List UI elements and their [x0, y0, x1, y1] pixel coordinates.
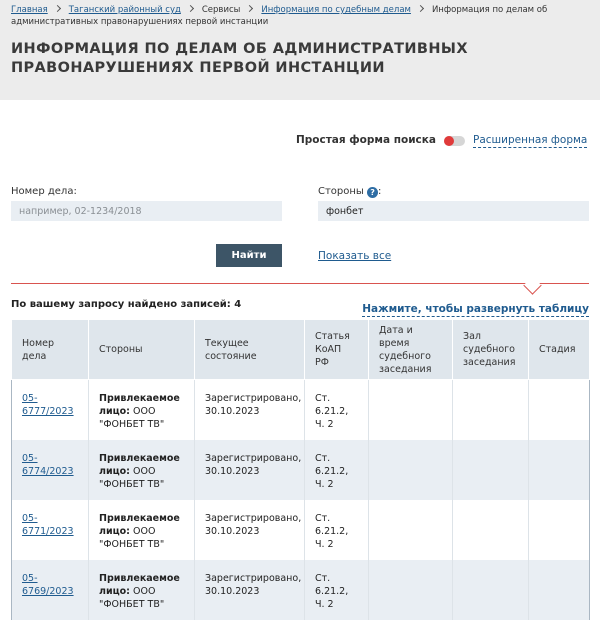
breadcrumb: [11, 4, 591, 28]
party-label: Привлекаемое лицо:: [99, 393, 180, 417]
cell-case: [12, 500, 89, 560]
col-stage: Стадия: [529, 320, 590, 380]
cell-stage: [529, 380, 590, 440]
cell-article: Ст. 6.21.2, Ч. 2: [305, 440, 369, 500]
toggle-knob: [444, 136, 454, 146]
parties-label-colon: :: [378, 186, 382, 197]
table-header-row: [12, 320, 590, 380]
chevron-right-icon: [187, 5, 194, 12]
cell-case: [12, 440, 89, 500]
search-mode-toggle[interactable]: [444, 136, 465, 146]
cell-datetime: [369, 560, 453, 620]
search-mode-switch: [0, 133, 600, 149]
table-row: [12, 500, 590, 560]
parties-input[interactable]: [318, 201, 589, 221]
section-divider: [11, 283, 589, 284]
cell-stage: [529, 500, 590, 560]
breadcrumb-case-info[interactable]: Информация по судебным делам: [261, 5, 411, 15]
chevron-right-icon: [417, 5, 424, 12]
page-title: ИНФОРМАЦИЯ ПО ДЕЛАМ ОБ АДМИНИСТРАТИВНЫХ ПРАВОНАРУШЕНИЯХ ПЕРВОЙ ИНСТАНЦИИ: [11, 41, 468, 76]
cell-datetime: [369, 500, 453, 560]
cell-state: Зарегистрировано, 30.10.2023: [195, 560, 305, 620]
party-name: ООО "ФОНБЕТ ТВ": [99, 585, 165, 610]
breadcrumb-home[interactable]: Главная: [11, 5, 48, 15]
case-link[interactable]: 05-6774/2023: [22, 452, 74, 477]
cell-hall: [453, 500, 529, 560]
chevron-right-icon: [246, 5, 253, 12]
cell-state: Зарегистрировано, 30.10.2023: [195, 380, 305, 440]
case-number-input[interactable]: [11, 201, 282, 221]
cell-parties: [89, 560, 195, 620]
col-datetime: Дата и время судебного заседания: [369, 320, 453, 380]
chevron-right-icon: [54, 5, 61, 12]
cell-stage: [529, 440, 590, 500]
cell-state: Зарегистрировано, 30.10.2023: [195, 500, 305, 560]
case-link[interactable]: 05-6771/2023: [22, 512, 74, 537]
breadcrumb-court[interactable]: Таганский районный суд: [68, 5, 181, 15]
parties-label-text: Стороны: [318, 186, 364, 197]
col-case-number: Номер дела: [12, 320, 89, 380]
table-row: [12, 560, 590, 620]
table-row: [12, 440, 590, 500]
col-hall: Зал судебного заседания: [453, 320, 529, 380]
cell-stage: [529, 560, 590, 620]
results-table: [11, 319, 589, 620]
party-label: Привлекаемое лицо:: [99, 452, 180, 477]
cell-article: Ст. 6.21.2, Ч. 2: [305, 560, 369, 620]
case-number-label: Номер дела:: [11, 186, 77, 197]
cell-datetime: [369, 380, 453, 440]
cell-hall: [453, 440, 529, 500]
party-name: ООО "ФОНБЕТ ТВ": [99, 465, 165, 490]
case-link[interactable]: 05-6769/2023: [22, 572, 74, 597]
parties-label: [318, 186, 381, 198]
table-row: [12, 380, 590, 440]
cell-parties: [89, 380, 195, 440]
cell-case: [12, 560, 89, 620]
party-label: Привлекаемое лицо:: [99, 572, 180, 597]
cell-article: Ст. 6.21.2, Ч. 2: [305, 380, 369, 440]
col-article: Статья КоАП РФ: [305, 320, 369, 380]
breadcrumb-current: Информация по делам об административных правонарушениях первой инстанции: [11, 5, 548, 27]
party-name: ООО "ФОНБЕТ ТВ": [99, 406, 165, 430]
party-label: Привлекаемое лицо:: [99, 512, 180, 537]
cell-hall: [453, 380, 529, 440]
party-name: ООО "ФОНБЕТ ТВ": [99, 525, 165, 550]
find-button[interactable]: Найти: [216, 244, 282, 267]
show-all-link[interactable]: Показать все: [318, 250, 392, 262]
cell-case: [12, 380, 89, 440]
cell-article: Ст. 6.21.2, Ч. 2: [305, 500, 369, 560]
advanced-search-link[interactable]: Расширенная форма: [473, 134, 588, 146]
results-count: По вашему запросу найдено записей: 4: [11, 299, 242, 310]
help-icon[interactable]: ?: [367, 187, 378, 198]
col-parties: Стороны: [89, 320, 195, 380]
breadcrumb-services: Сервисы: [201, 5, 241, 15]
page-header: [0, 0, 600, 100]
cell-state: Зарегистрировано, 30.10.2023: [195, 440, 305, 500]
expand-table-link[interactable]: Нажмите, чтобы развернуть таблицу: [362, 303, 589, 315]
cell-parties: [89, 440, 195, 500]
cell-parties: [89, 500, 195, 560]
cell-hall: [453, 560, 529, 620]
col-state: Текущее состояние: [195, 320, 305, 380]
divider-notch: [523, 276, 541, 294]
cell-datetime: [369, 440, 453, 500]
simple-search-label: Простая форма поиска: [295, 134, 436, 146]
case-link[interactable]: 05-6777/2023: [22, 393, 74, 417]
